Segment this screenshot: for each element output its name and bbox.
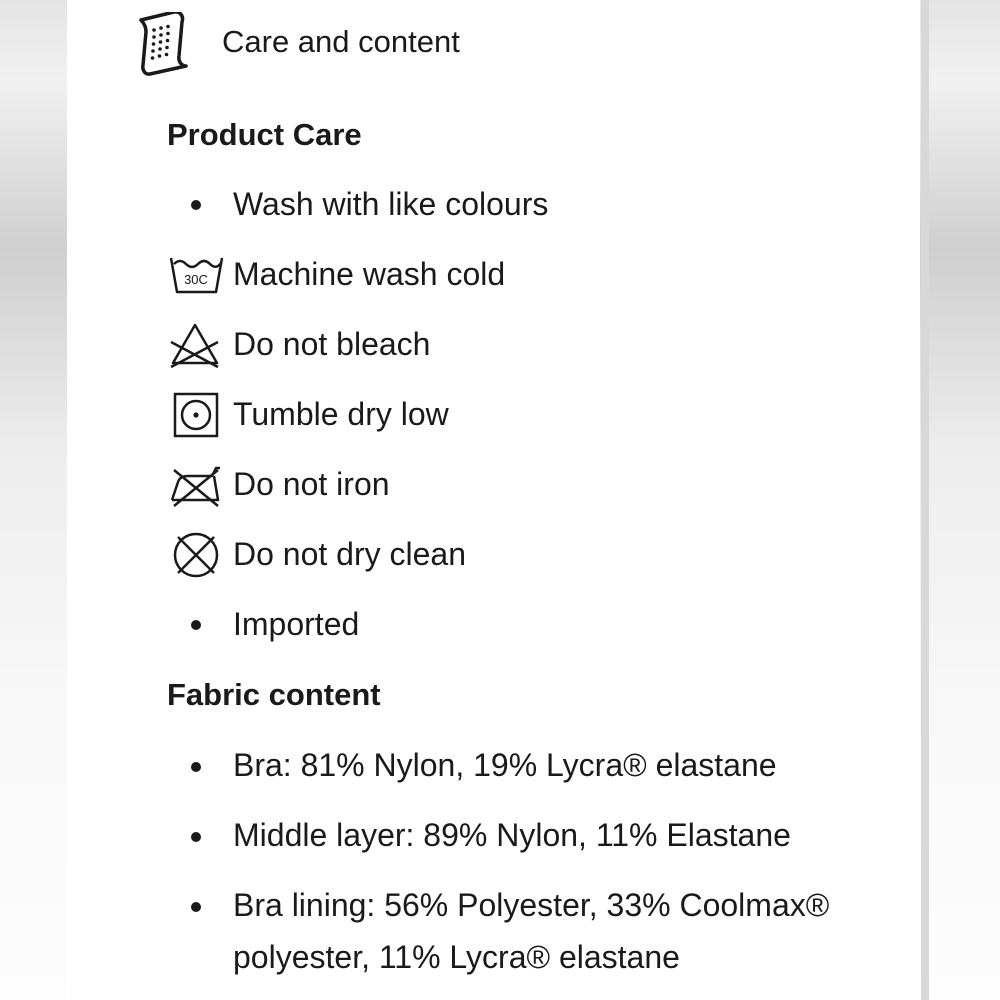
care-item-wash-colours (168, 180, 868, 230)
care-item-no-dry-clean (168, 530, 868, 580)
wash-30c-icon (168, 250, 224, 300)
care-item-label: Do not dry clean (233, 536, 467, 572)
bullet-icon (191, 620, 201, 630)
care-item-label: Do not iron (233, 466, 390, 502)
no-iron-icon (168, 460, 224, 510)
care-item-machine-wash (168, 250, 868, 300)
no-dry-clean-icon (168, 530, 224, 580)
bullet-icon (191, 832, 201, 842)
scrollbar[interactable] (921, 0, 929, 1000)
care-item-label: Tumble dry low (233, 396, 449, 432)
care-item-label: Imported (233, 606, 360, 642)
fabric-content-heading: Fabric content (167, 677, 381, 712)
care-item-label: Do not bleach (233, 326, 431, 362)
care-label-icon (136, 12, 192, 76)
tumble-dry-low-icon (168, 390, 224, 440)
bullet-icon (191, 902, 201, 912)
bullet-icon (191, 200, 201, 210)
fabric-item-middle-layer: Middle layer: 89% Nylon, 11% Elastane (233, 817, 791, 853)
wash-temperature-label: 30C (184, 272, 208, 287)
no-bleach-icon (168, 320, 224, 370)
care-content-title: Care and content (222, 24, 460, 59)
care-item-tumble-dry (168, 390, 868, 440)
care-item-label: Wash with like colours (233, 186, 549, 222)
care-item-imported (168, 600, 868, 650)
product-care-heading: Product Care (167, 117, 362, 152)
bullet-icon (191, 762, 201, 772)
care-item-no-bleach (168, 320, 868, 370)
care-item-no-iron (168, 460, 868, 510)
fabric-item-bra-lining: Bra lining: 56% Polyester, 33% Coolmax® polyester, 11% Lycra® elastane (233, 887, 830, 975)
care-item-label: Machine wash cold (233, 256, 506, 292)
fabric-item-bra: Bra: 81% Nylon, 19% Lycra® elastane (233, 747, 777, 783)
care-content-header[interactable] (136, 12, 460, 76)
